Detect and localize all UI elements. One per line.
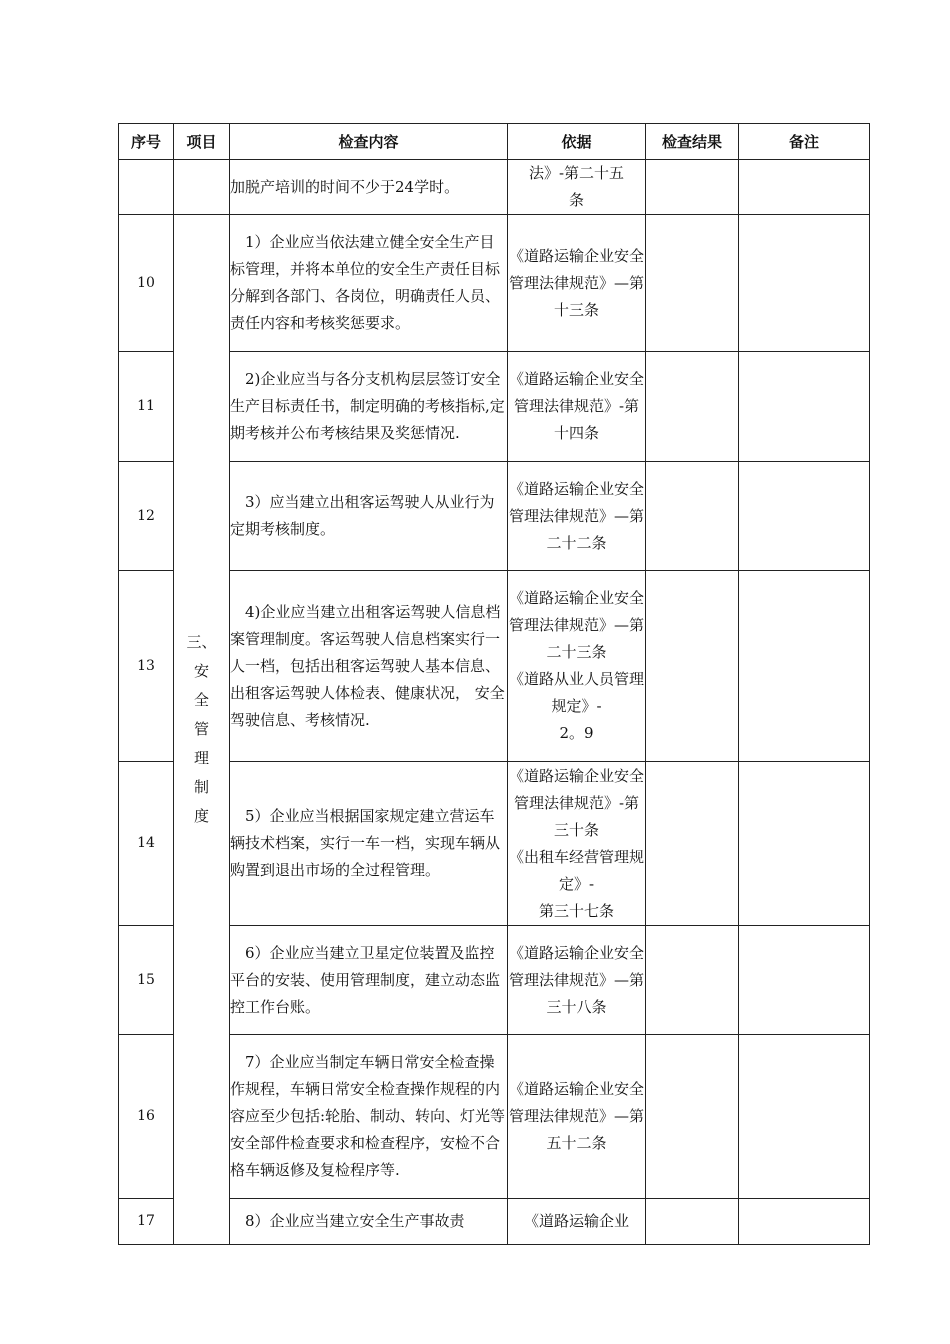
row-seq: 10 (119, 215, 174, 352)
header-seq: 序号 (119, 124, 174, 160)
row-basis: 《道路运输企业安全管理法律规范》—第十三条 (508, 215, 646, 352)
row-result[interactable] (646, 1035, 739, 1199)
row-content: 加脱产培训的时间不少于24学时。 (230, 160, 508, 215)
row-result[interactable] (646, 352, 739, 462)
row-basis: 《道路运输企业安全管理法律规范》-第三十条 《出租车经营管理规定》- 第三十七条 (508, 762, 646, 926)
section-prefix: 三、 (186, 633, 217, 651)
row-remark[interactable] (739, 571, 870, 762)
row-seq: 16 (119, 1035, 174, 1199)
row-result[interactable] (646, 571, 739, 762)
row-content: 2)企业应当与各分支机构层层签订安全生产目标责任书，制定明确的考核指标,定期考核并公布考核结果及奖惩情况. (230, 352, 508, 462)
table-row (119, 1035, 870, 1199)
section-project-cell (174, 215, 230, 1245)
row-basis: 《道路运输企业安全管理法律规范》—第二十二条 (508, 462, 646, 571)
row-basis: 《道路运输企业安全管理法律规范》—第五十二条 (508, 1035, 646, 1199)
row-remark[interactable] (739, 926, 870, 1035)
row-content: 4)企业应当建立出租客运驾驶人信息档案管理制度。客运驾驶人信息档案实行一人一档，包括出租客运驾驶人基本信息、出租客运驾驶人体检表、健康状况， 安全驾驶信息、考核情况. (230, 571, 508, 762)
table-row (119, 762, 870, 926)
row-remark[interactable] (739, 160, 870, 215)
table-row (119, 571, 870, 762)
row-remark[interactable] (739, 1035, 870, 1199)
row-result[interactable] (646, 762, 739, 926)
row-seq: 17 (119, 1199, 174, 1245)
row-seq: 15 (119, 926, 174, 1035)
row-basis: 《道路运输企业 (508, 1199, 646, 1245)
table-row (119, 1199, 870, 1245)
row-project-empty (174, 160, 230, 215)
row-basis: 《道路运输企业安全管理法律规范》—第二十三条 《道路从业人员管理规定》- 2。9 (508, 571, 646, 762)
row-result[interactable] (646, 462, 739, 571)
row-result[interactable] (646, 215, 739, 352)
header-project: 项目 (174, 124, 230, 160)
row-content: 1）企业应当依法建立健全安全生产目标管理，并将本单位的安全生产责任目标分解到各部门、各岗位，明确责任人员、责任内容和考核奖惩要求。 (230, 215, 508, 352)
row-result[interactable] (646, 1199, 739, 1245)
table-row (119, 462, 870, 571)
row-content: 6）企业应当建立卫星定位装置及监控平台的安装、使用管理制度，建立动态监控工作台账。 (230, 926, 508, 1035)
row-basis: 《道路运输企业安全管理法律规范》—第三十八条 (508, 926, 646, 1035)
row-content: 5）企业应当根据国家规定建立营运车辆技术档案，实行一车一档，实现车辆从购置到退出市场的全过程管理。 (230, 762, 508, 926)
row-remark[interactable] (739, 215, 870, 352)
header-row (119, 124, 870, 160)
row-basis: 《道路运输企业安全管理法律规范》-第十四条 (508, 352, 646, 462)
inspection-table (118, 123, 870, 1245)
header-remark: 备注 (739, 124, 870, 160)
row-result[interactable] (646, 160, 739, 215)
table-row (119, 215, 870, 352)
table-row (119, 352, 870, 462)
row-seq: 14 (119, 762, 174, 926)
row-seq: 11 (119, 352, 174, 462)
table-row (119, 160, 870, 215)
row-remark[interactable] (739, 462, 870, 571)
header-result: 检查结果 (646, 124, 739, 160)
header-content: 检查内容 (230, 124, 508, 160)
row-seq: 12 (119, 462, 174, 571)
table-row (119, 926, 870, 1035)
row-remark[interactable] (739, 1199, 870, 1245)
row-basis: 法》-第二十五 条 (508, 160, 646, 215)
row-content: 3）应当建立出租客运驾驶人从业行为定期考核制度。 (230, 462, 508, 571)
row-remark[interactable] (739, 762, 870, 926)
row-remark[interactable] (739, 352, 870, 462)
row-result[interactable] (646, 926, 739, 1035)
header-basis: 依据 (508, 124, 646, 160)
section-name: 安全管理制度 (193, 662, 209, 825)
row-content: 7）企业应当制定车辆日常安全检查操作规程，车辆日常安全检查操作规程的内容应至少包括:轮胎、制动、转向、灯光等安全部件检查要求和检查程序，安检不合格车辆返修及复检程序等. (230, 1035, 508, 1199)
row-seq: 13 (119, 571, 174, 762)
row-seq (119, 160, 174, 215)
row-content: 8）企业应当建立安全生产事故责 (230, 1199, 508, 1245)
